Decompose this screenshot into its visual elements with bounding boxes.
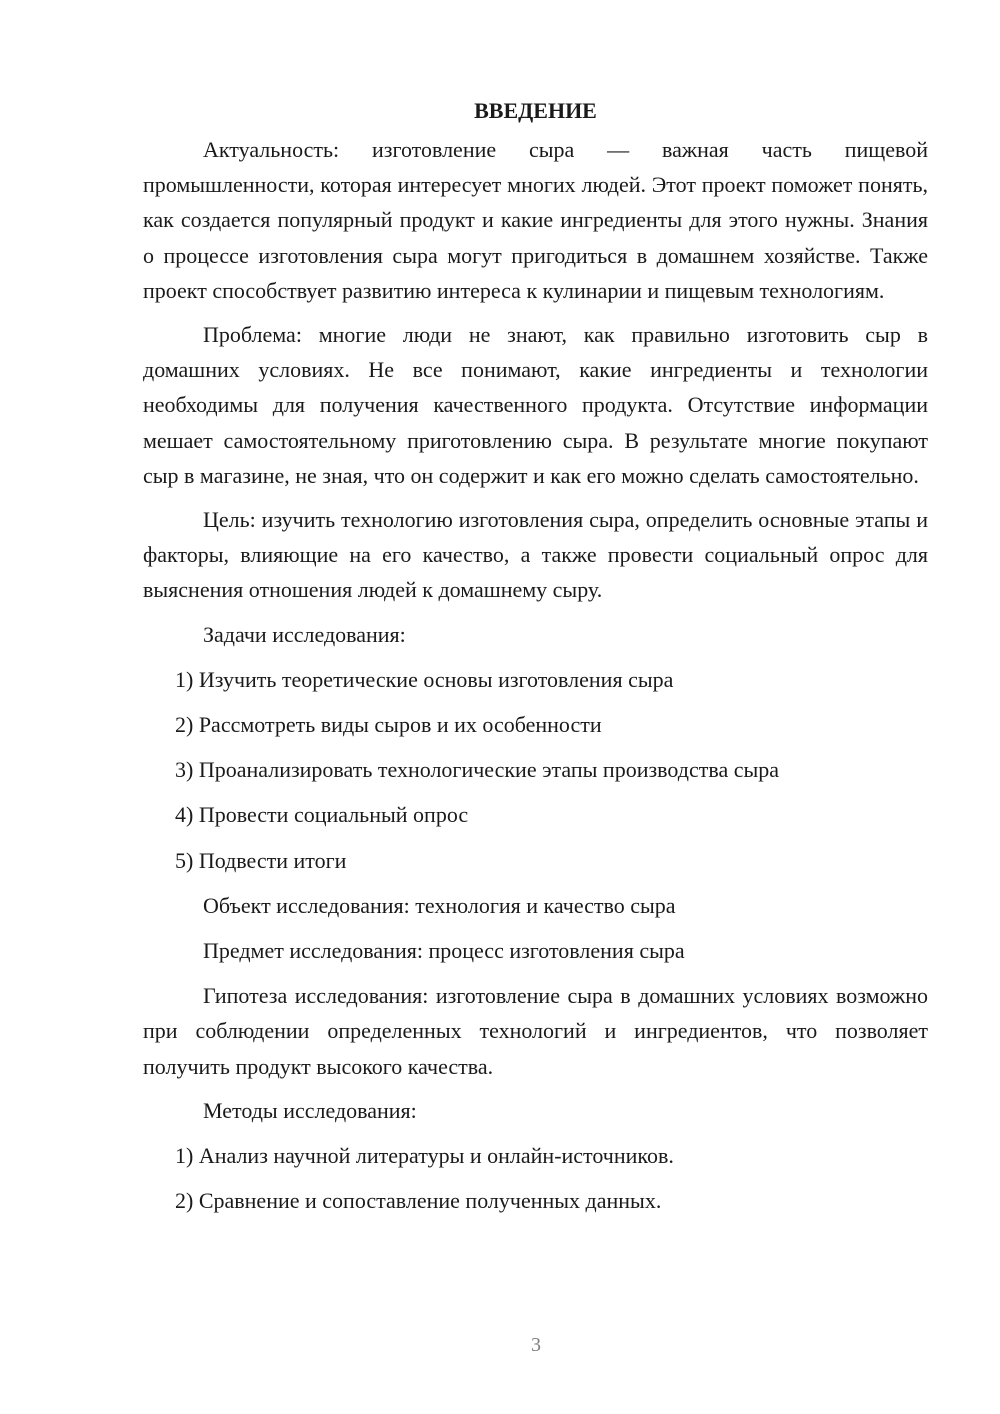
task-item-3: 3) Проанализировать технологические этапы производства сыра xyxy=(175,757,780,783)
method-item-1: 1) Анализ научной литературы и онлайн-источников. xyxy=(175,1143,674,1169)
methods-title: Методы исследования: xyxy=(203,1097,417,1123)
hypothesis-paragraph: Гипотеза исследования: изготовление сыра в домашних условиях возможно при соблюдении определенных технологий и ингредиентов, что позволяет получить продукт высокого качества. xyxy=(143,983,928,1079)
task-item-2: 2) Рассмотреть виды сыров и их особенности xyxy=(175,712,602,738)
tasks-title: Задачи исследования: xyxy=(203,621,406,647)
method-item-2: 2) Сравнение и сопоставление полученных данных. xyxy=(175,1188,662,1214)
research-subject: Предмет исследования: процесс изготовления сыра xyxy=(203,938,685,964)
task-item-4: 4) Провести социальный опрос xyxy=(175,802,469,828)
relevance-paragraph: Актуальность: изготовление сыра — важная часть пищевой промышленности, которая интересует многих людей. Этот проект поможет понять, как создается популярный продукт и какие ингредиенты для этого нужны. Знания о процессе изготовления сыра могут пригодиться в домашнем хозяйстве. Также проект способствует развитию интереса к кулинарии и пищевым технологиям. xyxy=(143,137,928,303)
task-item-5: 5) Подвести итоги xyxy=(175,847,347,873)
page-number: 3 xyxy=(531,1334,541,1356)
problem-paragraph: Проблема: многие люди не знают, как правильно изготовить сыр в домашних условиях. Не все понимают, какие ингредиенты и технологии необходимы для получения качественного продукта. Отсутствие информации мешает самостоятельному приготовлению сыра. В результате многие покупают сыр в магазине, не зная, что он содержит и как его можно сделать самостоятельно. xyxy=(143,322,928,488)
page-heading: ВВЕДЕНИЕ xyxy=(474,98,597,123)
task-item-1: 1) Изучить теоретические основы изготовления сыра xyxy=(175,666,674,692)
document-page xyxy=(143,96,928,1228)
research-object: Объект исследования: технология и качество сыра xyxy=(203,892,676,918)
goal-paragraph: Цель: изучить технологию изготовления сыра, определить основные этапы и факторы, влияющие на его качество, а также провести социальный опрос для выяснения отношения людей к домашнему сыру. xyxy=(143,507,928,603)
